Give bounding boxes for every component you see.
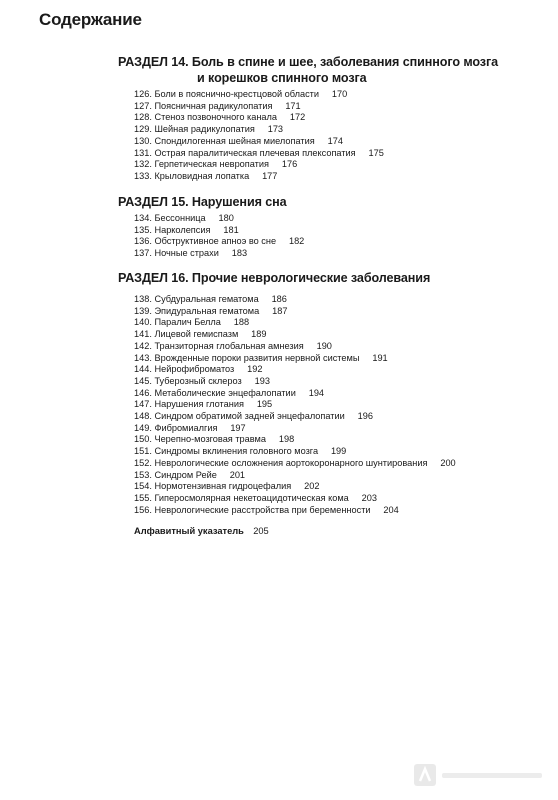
entry-page: 187: [272, 305, 288, 316]
entry-title: Синдром Рейе: [154, 469, 217, 480]
entry-title: Нарколепсия: [154, 224, 211, 235]
entry-title: Острая паралитическая плечевая плексопатия: [154, 147, 356, 158]
toc-entry[interactable]: [134, 213, 518, 225]
entry-title: Неврологические расстройства при беременности: [154, 504, 371, 515]
section-label: РАЗДЕЛ 14.: [118, 55, 189, 69]
toc-entry[interactable]: [134, 470, 518, 482]
section-heading: [118, 270, 518, 286]
entry-title: Фибромиалгия: [154, 422, 218, 433]
entry-title: Ночные страхи: [154, 248, 219, 259]
entry-number: 137.: [134, 248, 152, 259]
entry-page: 177: [262, 170, 278, 181]
entry-page: 204: [383, 504, 399, 515]
entry-number: 154.: [134, 481, 152, 492]
toc-entry[interactable]: [134, 353, 518, 365]
toc-entry[interactable]: [134, 505, 518, 517]
entry-page: 176: [281, 159, 298, 170]
entry-title: Боли в пояснично-крестцовой области: [154, 89, 320, 99]
entry-number: 153.: [134, 469, 152, 480]
entry-number: 131.: [134, 147, 152, 158]
entry-number: 151.: [134, 446, 152, 457]
entry-page: 170: [331, 89, 348, 99]
toc-list: [118, 89, 518, 183]
toc-entry[interactable]: [134, 411, 518, 423]
watermark-logo: [412, 762, 552, 790]
entry-title: Туберозный склероз: [154, 375, 242, 386]
toc-entry[interactable]: [134, 329, 518, 341]
entry-number: 128.: [134, 112, 152, 123]
entry-page: 183: [231, 248, 248, 259]
toc-entry[interactable]: [134, 423, 518, 435]
toc-entry[interactable]: [134, 458, 518, 470]
entry-page: 195: [256, 399, 273, 410]
section-14: [118, 54, 518, 183]
entry-number: 139.: [134, 305, 152, 316]
entry-title: Нейрофиброматоз: [154, 364, 235, 375]
entry-title: Герпетическая невропатия: [154, 159, 269, 170]
toc-entry[interactable]: [134, 317, 518, 329]
section-title: Прочие неврологические заболевания: [191, 271, 431, 285]
entry-number: 149.: [134, 422, 152, 433]
toc-entry[interactable]: [134, 364, 518, 376]
entry-title: Лицевой гемиспазм: [154, 329, 239, 340]
entry-page: 203: [361, 492, 377, 503]
toc-entry[interactable]: [134, 124, 518, 136]
entry-title: Синдромы вклинения головного мозга: [154, 446, 319, 457]
entry-page: 173: [267, 124, 284, 135]
entry-title: Паралич Белла: [154, 317, 221, 328]
toc-list: [118, 294, 518, 516]
entry-title: Шейная радикулопатия: [154, 124, 255, 135]
entry-number: 146.: [134, 387, 152, 398]
entry-title: Транзиторная глобальная амнезия: [154, 340, 304, 351]
entry-page: 194: [308, 387, 325, 398]
entry-number: 152.: [134, 457, 152, 468]
entry-page: 171: [285, 100, 301, 111]
entry-title: Спондилогенная шейная миелопатия: [154, 135, 315, 146]
entry-title: Неврологические осложнения аортокоронарного шунтирования: [154, 457, 428, 468]
toc-entry[interactable]: [134, 101, 518, 113]
entry-title: Субдуральная гематома: [154, 294, 259, 304]
entry-page: 189: [251, 329, 267, 340]
section-title-continued: и корешков спинного мозга: [197, 71, 367, 85]
entry-title: Гиперосмолярная некетоацидотическая кома: [154, 492, 349, 503]
entry-title: Эпидуральная гематома: [154, 305, 260, 316]
entry-page: 180: [218, 213, 234, 223]
toc-list: [118, 213, 518, 260]
entry-number: 156.: [134, 504, 152, 515]
toc-entry[interactable]: [134, 341, 518, 353]
toc-entry[interactable]: [134, 446, 518, 458]
entry-page: 200: [440, 457, 456, 468]
entry-page: 182: [288, 236, 305, 247]
entry-page: 193: [254, 375, 270, 386]
entry-number: 141.: [134, 329, 152, 340]
entry-number: 143.: [134, 352, 152, 363]
entry-number: 136.: [134, 236, 152, 247]
toc-entry[interactable]: [134, 434, 518, 446]
entry-title: Нарушения глотания: [154, 399, 244, 410]
entry-title: Метаболические энцефалопатии: [154, 387, 296, 398]
toc-entry[interactable]: [134, 148, 518, 160]
entry-page: 181: [223, 224, 239, 235]
entry-title: Крыловидная лопатка: [154, 170, 250, 181]
entry-title: Синдром обратимой задней энцефалопатии: [154, 411, 345, 422]
entry-page: 191: [372, 352, 388, 363]
entry-page: 174: [327, 135, 343, 146]
entry-number: 147.: [134, 399, 152, 410]
toc-entry[interactable]: [134, 89, 518, 101]
toc-entry[interactable]: [134, 248, 518, 260]
entry-page: 202: [304, 481, 320, 492]
entry-title: Нормотензивная гидроцефалия: [154, 481, 292, 492]
entry-page: 175: [368, 147, 384, 158]
entry-number: 142.: [134, 340, 152, 351]
toc-entry[interactable]: [134, 136, 518, 148]
toc-entry[interactable]: [134, 306, 518, 318]
entry-number: 150.: [134, 434, 152, 445]
entry-page: 172: [289, 112, 306, 123]
section-label: РАЗДЕЛ 15.: [118, 195, 189, 209]
entry-title: Обструктивное апноэ во сне: [154, 236, 277, 247]
section-label: РАЗДЕЛ 16.: [118, 271, 189, 285]
entry-number: 138.: [134, 294, 152, 304]
toc-entry[interactable]: [134, 399, 518, 411]
section-15: [118, 194, 518, 260]
entry-number: 134.: [134, 213, 152, 223]
toc-entry[interactable]: [134, 493, 518, 505]
entry-title: Стеноз позвоночного канала: [154, 112, 277, 123]
toc-entry[interactable]: [134, 388, 518, 400]
entry-number: 133.: [134, 170, 152, 181]
entry-page: 198: [278, 434, 295, 445]
toc-entry[interactable]: [134, 159, 518, 171]
toc-entry[interactable]: [134, 376, 518, 388]
entry-page: 201: [229, 469, 246, 480]
entry-number: 135.: [134, 224, 152, 235]
entry-title: Врожденные пороки развития нервной системы: [154, 352, 360, 363]
index-page: 205: [253, 526, 269, 536]
entry-title: Черепно-мозговая травма: [154, 434, 266, 445]
section-heading: [118, 54, 518, 86]
entry-page: 196: [357, 411, 373, 422]
toc-entry[interactable]: [134, 294, 518, 306]
entry-number: 132.: [134, 159, 152, 170]
entry-number: 144.: [134, 364, 152, 375]
page-title: Содержание: [39, 10, 142, 29]
toc-entry[interactable]: [134, 481, 518, 493]
toc-entry[interactable]: [134, 236, 518, 248]
entry-title: Поясничная радикулопатия: [154, 100, 273, 111]
entry-page: 190: [316, 340, 332, 351]
toc-entry[interactable]: [134, 225, 518, 237]
entry-number: 127.: [134, 100, 152, 111]
section-title: Боль в спине и шее, заболевания спинного мозга: [191, 55, 499, 69]
section-16: [118, 270, 518, 516]
toc-entry[interactable]: [134, 171, 518, 183]
entry-page: 186: [271, 294, 287, 304]
entry-number: 148.: [134, 411, 152, 422]
entry-title: Бессонница: [154, 213, 206, 223]
entry-page: 199: [330, 446, 347, 457]
entry-page: 188: [233, 317, 250, 328]
entry-number: 140.: [134, 317, 152, 328]
entry-number: 145.: [134, 375, 152, 386]
entry-page: 192: [247, 364, 263, 375]
entry-number: 129.: [134, 124, 152, 135]
entry-number: 155.: [134, 492, 152, 503]
section-heading: [118, 194, 518, 210]
index-label: Алфавитный указатель: [134, 526, 244, 536]
section-title: Нарушения сна: [191, 195, 287, 209]
toc-entry[interactable]: [134, 112, 518, 124]
entry-number: 126.: [134, 89, 152, 99]
entry-number: 130.: [134, 135, 152, 146]
entry-page: 197: [230, 422, 246, 433]
index-entry[interactable]: [134, 526, 269, 536]
